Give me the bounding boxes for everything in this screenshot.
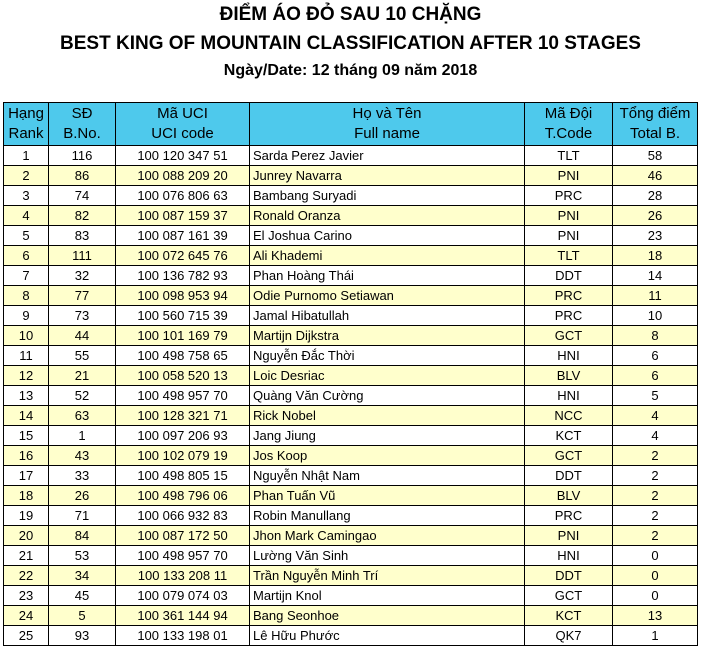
title-vietnamese: ĐIỂM ÁO ĐỎ SAU 10 CHẶNG	[219, 4, 482, 25]
cell-uci-code: 100 498 957 70	[116, 546, 250, 566]
cell-team-code: PRC	[525, 286, 613, 306]
cell-full-name: Martijn Knol	[250, 586, 525, 606]
cell-full-name: Junrey Navarra	[250, 166, 525, 186]
cell-bib-number: 84	[49, 526, 116, 546]
table-row	[4, 546, 698, 566]
cell-uci-code: 100 120 347 51	[116, 146, 250, 166]
cell-rank: 25	[4, 626, 49, 646]
table-row	[4, 426, 698, 446]
column-header-bib-number: SĐ B.No.	[49, 103, 116, 146]
cell-uci-code: 100 072 645 76	[116, 246, 250, 266]
cell-uci-code: 100 076 806 63	[116, 186, 250, 206]
table-row	[4, 446, 698, 466]
cell-uci-code: 100 087 172 50	[116, 526, 250, 546]
cell-total-points: 46	[613, 166, 698, 186]
cell-total-points: 58	[613, 146, 698, 166]
cell-rank: 4	[4, 206, 49, 226]
cell-rank: 5	[4, 226, 49, 246]
cell-full-name: Robin Manullang	[250, 506, 525, 526]
table-row	[4, 566, 698, 586]
cell-full-name: Jamal Hibatullah	[250, 306, 525, 326]
cell-rank: 15	[4, 426, 49, 446]
cell-bib-number: 33	[49, 466, 116, 486]
table-row	[4, 386, 698, 406]
table-row	[4, 146, 698, 166]
cell-team-code: TLT	[525, 246, 613, 266]
cell-rank: 3	[4, 186, 49, 206]
cell-rank: 22	[4, 566, 49, 586]
cell-team-code: HNI	[525, 346, 613, 366]
table-row	[4, 166, 698, 186]
cell-uci-code: 100 097 206 93	[116, 426, 250, 446]
cell-total-points: 0	[613, 546, 698, 566]
cell-bib-number: 26	[49, 486, 116, 506]
cell-team-code: NCC	[525, 406, 613, 426]
cell-total-points: 28	[613, 186, 698, 206]
cell-rank: 7	[4, 266, 49, 286]
cell-uci-code: 100 133 208 11	[116, 566, 250, 586]
cell-team-code: PNI	[525, 526, 613, 546]
cell-full-name: Loic Desriac	[250, 366, 525, 386]
cell-team-code: PNI	[525, 226, 613, 246]
cell-uci-code: 100 087 161 39	[116, 226, 250, 246]
cell-full-name: Nguyễn Nhật Nam	[250, 466, 525, 486]
table-row	[4, 346, 698, 366]
table-row	[4, 526, 698, 546]
cell-full-name: Rick Nobel	[250, 406, 525, 426]
cell-uci-code: 100 088 209 20	[116, 166, 250, 186]
cell-full-name: Trần Nguyễn Minh Trí	[250, 566, 525, 586]
cell-bib-number: 43	[49, 446, 116, 466]
cell-team-code: KCT	[525, 426, 613, 446]
cell-bib-number: 53	[49, 546, 116, 566]
cell-team-code: HNI	[525, 546, 613, 566]
cell-bib-number: 52	[49, 386, 116, 406]
report-date: Ngày/Date: 12 tháng 09 năm 2018	[223, 62, 478, 79]
cell-rank: 19	[4, 506, 49, 526]
cell-bib-number: 32	[49, 266, 116, 286]
cell-rank: 23	[4, 586, 49, 606]
cell-rank: 8	[4, 286, 49, 306]
column-header-uci-code: Mã UCI UCI code	[116, 103, 250, 146]
cell-bib-number: 77	[49, 286, 116, 306]
cell-team-code: BLV	[525, 366, 613, 386]
cell-bib-number: 74	[49, 186, 116, 206]
cell-total-points: 2	[613, 446, 698, 466]
cell-total-points: 5	[613, 386, 698, 406]
cell-full-name: Ali Khademi	[250, 246, 525, 266]
table-row	[4, 226, 698, 246]
cell-uci-code: 100 102 079 19	[116, 446, 250, 466]
cell-total-points: 18	[613, 246, 698, 266]
table-header-row	[4, 103, 698, 146]
cell-total-points: 6	[613, 366, 698, 386]
cell-uci-code: 100 361 144 94	[116, 606, 250, 626]
cell-total-points: 14	[613, 266, 698, 286]
cell-bib-number: 5	[49, 606, 116, 626]
cell-uci-code: 100 128 321 71	[116, 406, 250, 426]
cell-uci-code: 100 498 957 70	[116, 386, 250, 406]
table-row	[4, 486, 698, 506]
cell-team-code: PNI	[525, 206, 613, 226]
cell-bib-number: 34	[49, 566, 116, 586]
table-body	[4, 146, 698, 646]
cell-uci-code: 100 079 074 03	[116, 586, 250, 606]
cell-team-code: BLV	[525, 486, 613, 506]
cell-total-points: 23	[613, 226, 698, 246]
cell-team-code: KCT	[525, 606, 613, 626]
table-row	[4, 306, 698, 326]
cell-bib-number: 83	[49, 226, 116, 246]
column-header-rank: Hạng Rank	[4, 103, 49, 146]
cell-total-points: 0	[613, 566, 698, 586]
cell-uci-code: 100 498 805 15	[116, 466, 250, 486]
cell-bib-number: 21	[49, 366, 116, 386]
cell-full-name: Bang Seonhoe	[250, 606, 525, 626]
table-row	[4, 626, 698, 646]
table-row	[4, 366, 698, 386]
cell-full-name: Phan Hoàng Thái	[250, 266, 525, 286]
cell-total-points: 4	[613, 406, 698, 426]
classification-table	[3, 102, 698, 646]
cell-rank: 18	[4, 486, 49, 506]
cell-bib-number: 82	[49, 206, 116, 226]
cell-total-points: 2	[613, 466, 698, 486]
cell-bib-number: 86	[49, 166, 116, 186]
cell-team-code: GCT	[525, 446, 613, 466]
cell-rank: 9	[4, 306, 49, 326]
cell-bib-number: 73	[49, 306, 116, 326]
cell-team-code: PRC	[525, 506, 613, 526]
cell-total-points: 2	[613, 526, 698, 546]
cell-rank: 1	[4, 146, 49, 166]
cell-team-code: PRC	[525, 306, 613, 326]
cell-rank: 20	[4, 526, 49, 546]
cell-rank: 24	[4, 606, 49, 626]
cell-uci-code: 100 133 198 01	[116, 626, 250, 646]
cell-bib-number: 63	[49, 406, 116, 426]
cell-uci-code: 100 498 796 06	[116, 486, 250, 506]
cell-full-name: Quàng Văn Cường	[250, 386, 525, 406]
cell-team-code: HNI	[525, 386, 613, 406]
cell-uci-code: 100 560 715 39	[116, 306, 250, 326]
table-row	[4, 586, 698, 606]
table-row	[4, 206, 698, 226]
cell-total-points: 2	[613, 506, 698, 526]
cell-rank: 11	[4, 346, 49, 366]
table-row	[4, 506, 698, 526]
cell-team-code: GCT	[525, 586, 613, 606]
table-row	[4, 246, 698, 266]
table-row	[4, 606, 698, 626]
cell-full-name: Phan Tuấn Vũ	[250, 486, 525, 506]
cell-full-name: Ronald Oranza	[250, 206, 525, 226]
cell-full-name: Lường Văn Sinh	[250, 546, 525, 566]
cell-total-points: 26	[613, 206, 698, 226]
cell-total-points: 4	[613, 426, 698, 446]
cell-uci-code: 100 101 169 79	[116, 326, 250, 346]
title-english: BEST KING OF MOUNTAIN CLASSIFICATION AFTER 10 STAGES	[60, 33, 641, 54]
cell-bib-number: 45	[49, 586, 116, 606]
cell-team-code: QK7	[525, 626, 613, 646]
cell-total-points: 2	[613, 486, 698, 506]
cell-rank: 10	[4, 326, 49, 346]
cell-bib-number: 71	[49, 506, 116, 526]
cell-uci-code: 100 098 953 94	[116, 286, 250, 306]
cell-rank: 17	[4, 466, 49, 486]
cell-full-name: Odie Purnomo Setiawan	[250, 286, 525, 306]
cell-full-name: Lê Hữu Phước	[250, 626, 525, 646]
cell-bib-number: 111	[49, 246, 116, 266]
table-row	[4, 186, 698, 206]
column-header-team-code: Mã Đội T.Code	[525, 103, 613, 146]
cell-rank: 14	[4, 406, 49, 426]
cell-team-code: DDT	[525, 466, 613, 486]
table-row	[4, 286, 698, 306]
cell-uci-code: 100 136 782 93	[116, 266, 250, 286]
cell-full-name: Jang Jiung	[250, 426, 525, 446]
cell-total-points: 10	[613, 306, 698, 326]
cell-rank: 16	[4, 446, 49, 466]
cell-bib-number: 55	[49, 346, 116, 366]
cell-uci-code: 100 498 758 65	[116, 346, 250, 366]
cell-uci-code: 100 087 159 37	[116, 206, 250, 226]
table-row	[4, 466, 698, 486]
cell-full-name: Nguyễn Đắc Thời	[250, 346, 525, 366]
cell-bib-number: 93	[49, 626, 116, 646]
cell-team-code: PNI	[525, 166, 613, 186]
cell-total-points: 8	[613, 326, 698, 346]
cell-bib-number: 44	[49, 326, 116, 346]
cell-total-points: 6	[613, 346, 698, 366]
cell-team-code: TLT	[525, 146, 613, 166]
table-row	[4, 326, 698, 346]
cell-full-name: Jos Koop	[250, 446, 525, 466]
cell-rank: 13	[4, 386, 49, 406]
cell-team-code: DDT	[525, 566, 613, 586]
cell-full-name: Bambang Suryadi	[250, 186, 525, 206]
cell-rank: 21	[4, 546, 49, 566]
cell-bib-number: 1	[49, 426, 116, 446]
cell-bib-number: 116	[49, 146, 116, 166]
cell-total-points: 11	[613, 286, 698, 306]
cell-team-code: PRC	[525, 186, 613, 206]
cell-full-name: Martijn Dijkstra	[250, 326, 525, 346]
cell-uci-code: 100 058 520 13	[116, 366, 250, 386]
cell-rank: 2	[4, 166, 49, 186]
table-row	[4, 406, 698, 426]
cell-total-points: 1	[613, 626, 698, 646]
cell-total-points: 13	[613, 606, 698, 626]
cell-full-name: Sarda Perez Javier	[250, 146, 525, 166]
cell-rank: 12	[4, 366, 49, 386]
column-header-full-name: Họ và Tên Full name	[250, 103, 525, 146]
cell-rank: 6	[4, 246, 49, 266]
cell-full-name: El Joshua Carino	[250, 226, 525, 246]
cell-team-code: GCT	[525, 326, 613, 346]
cell-full-name: Jhon Mark Camingao	[250, 526, 525, 546]
cell-total-points: 0	[613, 586, 698, 606]
cell-uci-code: 100 066 932 83	[116, 506, 250, 526]
column-header-total-points: Tổng điểm Total B.	[613, 103, 698, 146]
cell-team-code: DDT	[525, 266, 613, 286]
table-row	[4, 266, 698, 286]
